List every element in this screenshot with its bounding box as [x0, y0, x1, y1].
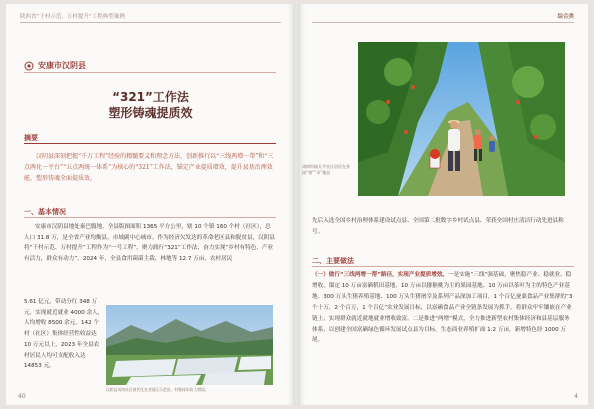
county-name: 安康市汉阴县	[38, 61, 86, 70]
left-page	[6, 4, 295, 405]
body-paragraph: 安康市汉阴县地处秦巴腹地，全县版图面积 1365 平方公里，辖 10 个镇 160 个村（社区），总人口 31.8 万，是全省产业均衡县、市域副中心城市。作为经济欠发达的革命老区县和脱贫县，汉阴县将“千村示范、万村提升”工程作为“一号工程”，聚力践行“321”工作法，奋力实现“乡村有特色，产业有活力，群众有动力”。2024 年，全县食用菌菌主栽、林地等 12.7 万亩，农村居民	[24, 224, 275, 263]
body-paragraph-methods	[312, 270, 574, 346]
section-heading-basic: 一、基本情况	[24, 208, 66, 216]
running-header-right: 综合类	[557, 14, 574, 20]
section-divider	[24, 217, 276, 218]
abstract-divider	[24, 143, 276, 144]
body-paragraph-narrow: 5.61 亿元，带动分红 348 万元，实现就近就业 4000 余人，人均增收 8500 余元。142 个村（社区）集体经营性收益达 10 万元以上，2023 年全县农村居民人均可支配收入达 14853 元。	[24, 299, 104, 370]
flower-ornament-icon	[24, 61, 34, 71]
header-divider	[20, 22, 281, 23]
orchard-harvest-photo	[358, 42, 565, 196]
greenhouse-landscape-photo	[106, 305, 273, 385]
article-title-line1: “321”工作法	[112, 90, 189, 104]
county-heading	[24, 60, 86, 71]
photo-caption-left: 汉阴县凤岗社区现代化农业园区示范田，村集体年收入增加。	[106, 387, 209, 392]
page-number-left: 40	[18, 393, 26, 400]
abstract-label: 摘要	[24, 134, 38, 142]
right-page	[298, 4, 588, 405]
methods-text: 一是实施“三线”强基础，聚焦稳产业、稳就业、稳增收，锚定 10 万亩富硒稻田基地、10 万亩以猕猴桃为主的果园基地、10 万亩以茶叶为主的特色产业基地、300 万头生猪养殖基地、100 万头生猪屠宰及系列产品深加工项目，1 个百亿蚕桑食品产业集群的“3 个十万，2 个百万，1 个百亿”农业发展目标，以富硒食品产业全链条发展为抓手，将群众牢牢镶嵌在产业链上，实现群众就近就地就业增收致富。二是推进“两增”模式，全力推进新型农村集体经济和县基层服务体系，以创建全国富硒绿色循环发展试点县为目标，生态商业养殖扩面 1.2 万亩，新增特色经 1000 万尾。	[312, 272, 573, 344]
running-header-left: 陕西省“千村示范、万村提升”工程典型案例	[20, 14, 125, 20]
header-divider	[312, 22, 574, 23]
photo-caption-right: 漆树坝镇太平社区居民在茶园“相”“采”集品	[302, 164, 350, 175]
county-divider	[24, 72, 276, 73]
section-divider	[312, 266, 574, 267]
subsection-highlight: （一）做行“三线两增一帮”路径，实现产业提质增效。	[312, 272, 449, 278]
section-heading-methods: 二、主要做法	[312, 257, 354, 265]
page-number-right: 4	[574, 393, 578, 400]
article-title-line2: 塑形铸魂提质效	[108, 106, 193, 120]
abstract-text: 汉阴县深刻把握“千万工程”经验的精髓要义和理念方法，创新推行以“三线两增一帮”和“三点两化一平台”“五点两统一体系”为核心的“321”工作法，锚定产业提质增效，提升县基治理效能，塑形铸魂全面提质效。	[24, 153, 274, 182]
body-paragraph: 先后入选全国乡村治理体系建设试点县、全国第二批数字乡村试点县、荣获全国村庄清洁行动先进县称号。	[312, 218, 564, 235]
